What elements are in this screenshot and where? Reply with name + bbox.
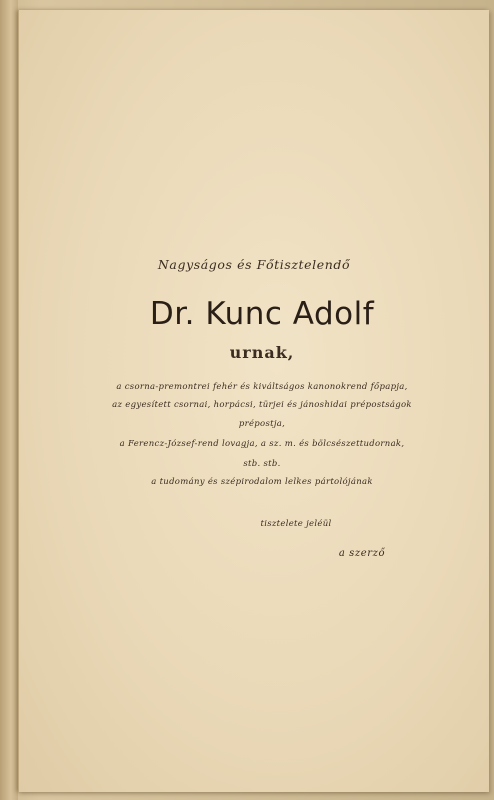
salutation: Nagyságos és Főtisztelendő: [157, 257, 351, 272]
dedication-line: prépostja,: [238, 419, 286, 429]
dedication-line: a Ferencz-József-rend lovagja, a sz. m. és bölcsészettudornak,: [119, 439, 405, 449]
addressee: urnak,: [229, 343, 295, 362]
book-page: [18, 10, 489, 792]
dedication: [19, 10, 489, 792]
dedication-line: stb. stb.: [243, 459, 281, 469]
dedication-line: tisztelete jeléül: [260, 519, 332, 529]
book-spine: [0, 0, 18, 800]
dedication-line: a tudomány és szépirodalom lelkes pártolójának: [151, 477, 373, 487]
dedicatee-name: Dr. Kunc Adolf: [149, 296, 375, 332]
dedication-line: az egyesített csornai, horpácsi, türjei és jánoshidai prépostságok: [112, 400, 412, 410]
author-signature: a szerző: [338, 548, 386, 559]
dedication-line: a csorna-premontrei fehér és kiváltságos kanonokrend főpapja,: [116, 382, 408, 392]
